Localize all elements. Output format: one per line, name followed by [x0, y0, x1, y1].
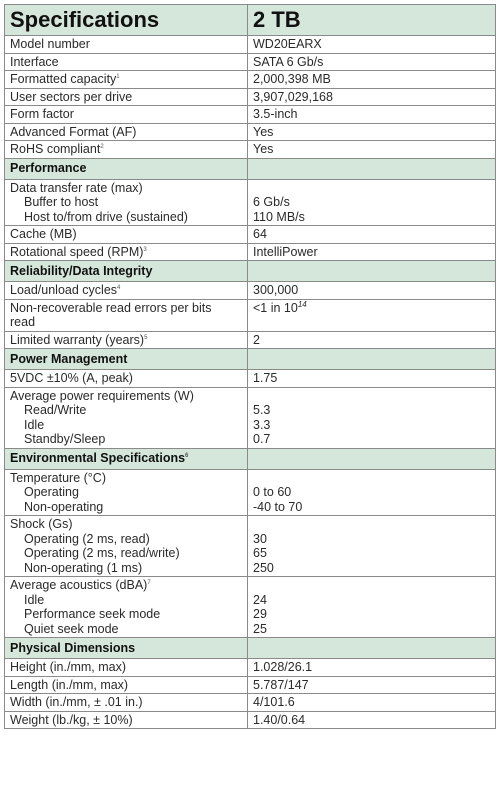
- sub-value: 0 to 60: [253, 485, 292, 499]
- spec-value: 64: [248, 226, 496, 244]
- spec-row-rotational-speed: [5, 243, 496, 261]
- spec-value: 5.787/147: [248, 676, 496, 694]
- footnote-marker: 7: [147, 579, 151, 586]
- spec-row-model-number: [5, 36, 496, 54]
- spec-label: RoHS compliant$^2$: [5, 141, 248, 159]
- spec-row-height: [5, 659, 496, 677]
- exponent: 14: [297, 299, 307, 309]
- sub-value: 6 Gb/s: [253, 195, 290, 209]
- table-title: Specifications: [5, 5, 248, 36]
- spec-label: Rotational speed (RPM)$^3$: [5, 243, 248, 261]
- section-heading: Physical Dimensions: [5, 638, 248, 659]
- spec-row-average-power: [5, 387, 496, 448]
- section-heading: Performance: [5, 158, 248, 179]
- spec-row-length: [5, 676, 496, 694]
- spec-value: [248, 179, 496, 226]
- spec-label: Limited warranty (years)$^5$: [5, 331, 248, 349]
- sub-label: Read/Write: [24, 403, 87, 417]
- sub-label: Non-operating: [24, 499, 104, 514]
- footnote-marker: 2: [100, 143, 104, 150]
- spec-row-form-factor: [5, 106, 496, 124]
- spec-value: Yes: [248, 123, 496, 141]
- spec-label: Data transfer rate (max) Buffer to host Host to/from drive (sustained): [5, 179, 248, 226]
- sub-label: Performance seek mode: [24, 607, 161, 621]
- spec-value: [248, 469, 496, 516]
- spec-label: Non-recoverable read errors per bits read: [5, 299, 248, 331]
- spec-label: Cache (MB): [5, 226, 248, 244]
- spec-value: 2,000,398 MB: [248, 71, 496, 89]
- spec-value: 3,907,029,168: [248, 88, 496, 106]
- spec-label: Interface: [5, 53, 248, 71]
- spec-value: 1.028/26.1: [248, 659, 496, 677]
- spec-row-acoustics: [5, 577, 496, 638]
- sub-label: Host to/from drive (sustained): [24, 209, 188, 224]
- spec-row-width: [5, 694, 496, 712]
- sub-label: Idle: [24, 417, 45, 432]
- sub-label: Quiet seek mode: [24, 621, 119, 636]
- section-heading: Reliability/Data Integrity: [5, 261, 248, 282]
- spec-value: 1.75: [248, 370, 496, 388]
- sub-value: 25: [253, 621, 267, 636]
- spec-label: Height (in./mm, max): [5, 659, 248, 677]
- specifications-table: [4, 4, 496, 729]
- spec-row-read-errors: [5, 299, 496, 331]
- spec-value: WD20EARX: [248, 36, 496, 54]
- spec-label: Length (in./mm, max): [5, 676, 248, 694]
- sub-label: Standby/Sleep: [24, 432, 106, 446]
- spec-row-shock: [5, 516, 496, 577]
- spec-row-interface: [5, 53, 496, 71]
- footnote-marker: 6: [185, 453, 189, 460]
- sub-label: Idle: [24, 592, 45, 607]
- spec-value: 1.40/0.64: [248, 711, 496, 729]
- spec-label: Formatted capacity$^1$: [5, 71, 248, 89]
- capacity-title: 2 TB: [248, 5, 496, 36]
- spec-label: Shock (Gs) Operating (2 ms, read) Operating (2 ms, read/write) Non-operating (1 ms): [5, 516, 248, 577]
- spec-label: Load/unload cycles$^4$: [5, 282, 248, 300]
- spec-label: 5VDC ±10% (A, peak): [5, 370, 248, 388]
- spec-value: 2: [248, 331, 496, 349]
- spec-label: Weight (lb./kg, ± 10%): [5, 711, 248, 729]
- spec-row-temperature: [5, 469, 496, 516]
- sub-label: Operating (2 ms, read): [24, 531, 150, 546]
- section-heading: Power Management: [5, 349, 248, 370]
- spec-label: Average acoustics (dBA)$^7$ Idle Performance seek mode Quiet seek mode: [5, 577, 248, 638]
- spec-value: [248, 516, 496, 577]
- section-environmental: [5, 448, 496, 469]
- sub-value: 110 MB/s: [253, 209, 305, 224]
- spec-label: Average power requirements (W) Read/Write Idle Standby/Sleep: [5, 387, 248, 448]
- sub-value: 5.3: [253, 403, 271, 417]
- sub-label: Buffer to host: [24, 195, 99, 209]
- spec-label: Form factor: [5, 106, 248, 124]
- sub-label: Operating: [24, 485, 79, 499]
- sub-value: 29: [253, 607, 267, 621]
- spec-value: 300,000: [248, 282, 496, 300]
- spec-row-data-transfer: [5, 179, 496, 226]
- footnote-marker: 1: [116, 73, 120, 80]
- sub-value: 65: [253, 546, 267, 560]
- spec-value: Yes: [248, 141, 496, 159]
- spec-row-load-unload: [5, 282, 496, 300]
- spec-row-user-sectors: [5, 88, 496, 106]
- spec-row-cache: [5, 226, 496, 244]
- spec-row-warranty: [5, 331, 496, 349]
- spec-value: [248, 387, 496, 448]
- sub-value: 0.7: [253, 432, 271, 446]
- spec-value: <1 in $10^{14}$: [248, 299, 496, 331]
- spec-row-formatted-capacity: [5, 71, 496, 89]
- spec-label: Temperature (°C) Operating Non-operating: [5, 469, 248, 516]
- sub-label: Operating (2 ms, read/write): [24, 546, 180, 560]
- spec-row-advanced-format: [5, 123, 496, 141]
- spec-row-rohs: [5, 141, 496, 159]
- spec-value: IntelliPower: [248, 243, 496, 261]
- section-performance: [5, 158, 496, 179]
- spec-row-weight: [5, 711, 496, 729]
- spec-label: Model number: [5, 36, 248, 54]
- footnote-marker: 5: [144, 334, 148, 341]
- footnote-marker: 3: [143, 246, 147, 253]
- spec-value: [248, 577, 496, 638]
- header-row: [5, 5, 496, 36]
- sub-value: 250: [253, 560, 274, 575]
- spec-value: 3.5-inch: [248, 106, 496, 124]
- sub-value: 3.3: [253, 417, 271, 432]
- footnote-marker: 4: [117, 284, 121, 291]
- spec-label: Width (in./mm, ± .01 in.): [5, 694, 248, 712]
- spec-row-peak-current: [5, 370, 496, 388]
- section-reliability: [5, 261, 496, 282]
- spec-label: Advanced Format (AF): [5, 123, 248, 141]
- section-power: [5, 349, 496, 370]
- sub-value: 30: [253, 531, 267, 546]
- section-physical: [5, 638, 496, 659]
- sub-value: -40 to 70: [253, 499, 303, 514]
- section-heading: Environmental Specifications$^6$: [5, 448, 248, 469]
- sub-label: Non-operating (1 ms): [24, 560, 143, 575]
- sub-value: 24: [253, 592, 267, 607]
- spec-value: 4/101.6: [248, 694, 496, 712]
- spec-label: User sectors per drive: [5, 88, 248, 106]
- spec-value: SATA 6 Gb/s: [248, 53, 496, 71]
